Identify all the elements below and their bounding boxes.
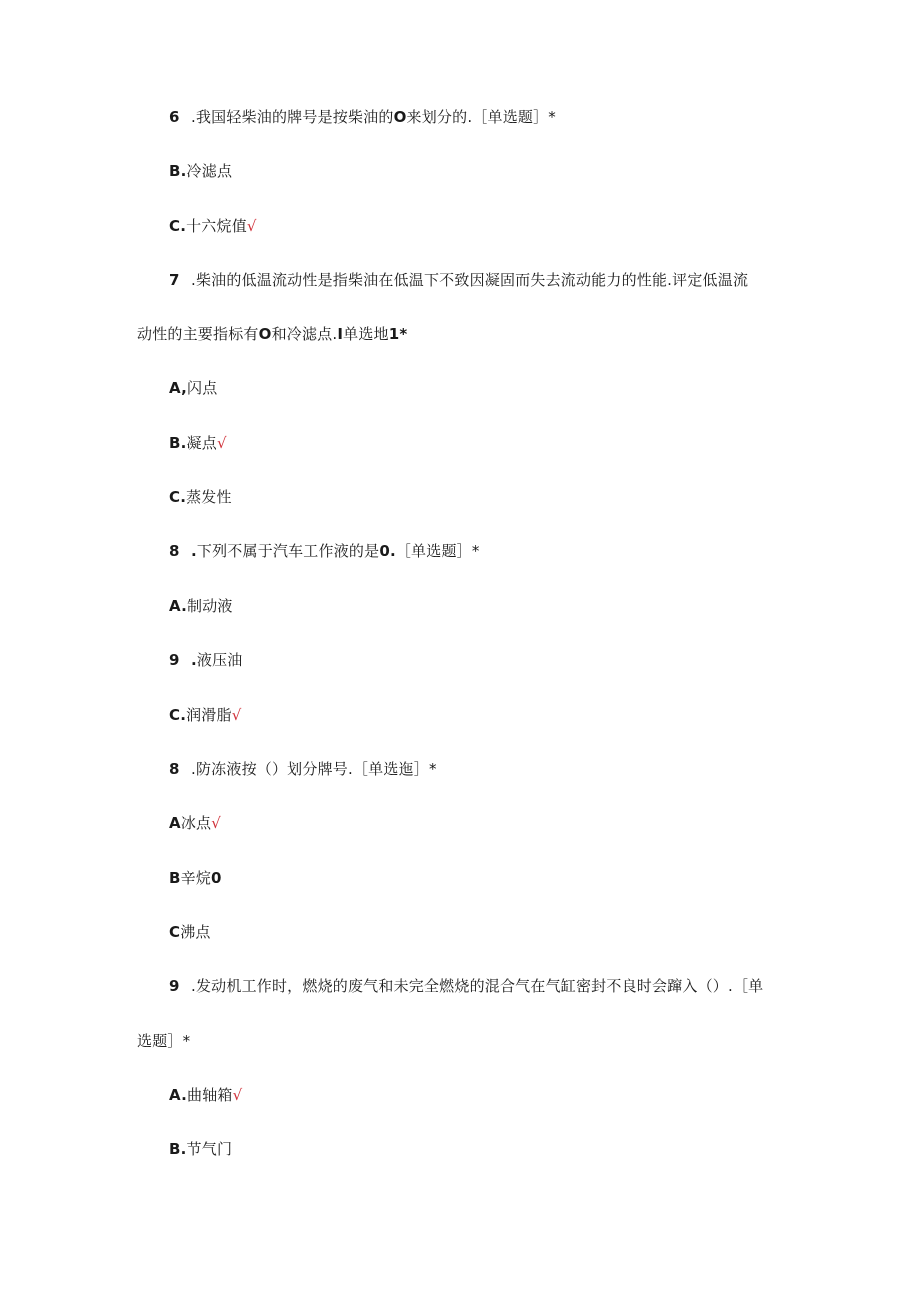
option-b — [169, 868, 222, 888]
check-mark: √ — [246, 217, 257, 235]
option-label: A. — [169, 1086, 187, 1104]
option-c — [169, 922, 211, 942]
option-text: 凝点 — [186, 434, 217, 452]
question-text: .防冻液按（）划分牌号.［单选迤］* — [191, 760, 437, 778]
option-text: 润滑脂 — [186, 706, 232, 724]
question-text: 1* — [388, 325, 408, 343]
option-text: 0 — [211, 869, 222, 887]
question-text: 选题］* — [137, 1032, 191, 1050]
option-c — [169, 705, 241, 725]
option-label: B. — [169, 162, 187, 180]
option-label: C. — [169, 706, 187, 724]
option-text: 制动液 — [187, 597, 233, 615]
option-c — [169, 487, 232, 507]
option-text: 曲轴箱 — [187, 1086, 233, 1104]
question-number: 8 — [169, 542, 180, 560]
question-text: 0. — [379, 542, 396, 560]
question-number: 9 — [169, 977, 180, 995]
option-label: A. — [169, 597, 187, 615]
option-label: C. — [169, 488, 187, 506]
option-label: A, — [169, 379, 187, 397]
item-text: 液压油 — [196, 651, 243, 669]
option-a — [169, 1085, 242, 1105]
question-number: 6 — [169, 108, 180, 126]
option-c — [169, 216, 257, 236]
question-text: .柴油的低温流动性是指柴油在低温下不致因凝固而失去流动能力的性能.评定低温流 — [191, 271, 749, 289]
question-number: 7 — [169, 271, 180, 289]
check-mark: √ — [216, 434, 227, 452]
question-text: ［单选题］* — [395, 542, 480, 560]
option-b — [169, 433, 227, 453]
item-text: . — [191, 651, 197, 669]
option-a — [169, 378, 217, 398]
option-b — [169, 1139, 232, 1159]
option-text: 冷滤点 — [186, 162, 233, 180]
question-text: 和冷滤点. — [271, 325, 338, 343]
option-label: A — [169, 814, 181, 832]
question-6 — [169, 107, 556, 127]
question-text: I — [337, 325, 344, 343]
option-text: 辛烷 — [180, 869, 212, 887]
question-text: .发动机工作时，燃烧的废气和未完全燃烧的混合气在气缸密封不良时会蹿入（）.［单 — [191, 977, 764, 995]
question-number: 8 — [169, 760, 180, 778]
option-text: 十六烷值 — [186, 217, 247, 235]
question-text: . — [191, 542, 197, 560]
question-text: .我国轻柴油的牌号是按柴油的 — [191, 108, 394, 126]
option-label: B. — [169, 434, 187, 452]
check-mark: √ — [211, 814, 221, 832]
question-9 — [169, 976, 763, 996]
option-label: B. — [169, 1140, 187, 1158]
question-text: O — [258, 325, 272, 343]
question-9-continued — [137, 1031, 190, 1051]
question-7 — [169, 270, 748, 290]
question-text: 来划分的.［单选题］* — [406, 108, 557, 126]
question-8b — [169, 759, 437, 779]
option-a — [169, 596, 233, 616]
option-label: C — [169, 923, 181, 941]
option-a — [169, 813, 221, 833]
option-label: C. — [169, 217, 187, 235]
question-7-continued — [137, 324, 407, 344]
question-text: 下列不属于汽车工作液的是 — [196, 542, 380, 560]
option-text: 冰点 — [180, 814, 212, 832]
option-text: 蒸发性 — [186, 488, 232, 506]
option-text: 沸点 — [180, 923, 211, 941]
check-mark: √ — [232, 1086, 243, 1104]
question-8 — [169, 541, 480, 561]
question-text: 动性的主要指标有 — [137, 325, 259, 343]
item-number: 9 — [169, 651, 180, 669]
option-text: 闪点 — [187, 379, 218, 397]
list-item-9 — [169, 650, 243, 670]
question-text: 单选地 — [343, 325, 389, 343]
question-text: O — [393, 108, 407, 126]
option-label: B — [169, 869, 181, 887]
option-b — [169, 161, 232, 181]
check-mark: √ — [231, 706, 242, 724]
option-text: 节气门 — [186, 1140, 233, 1158]
